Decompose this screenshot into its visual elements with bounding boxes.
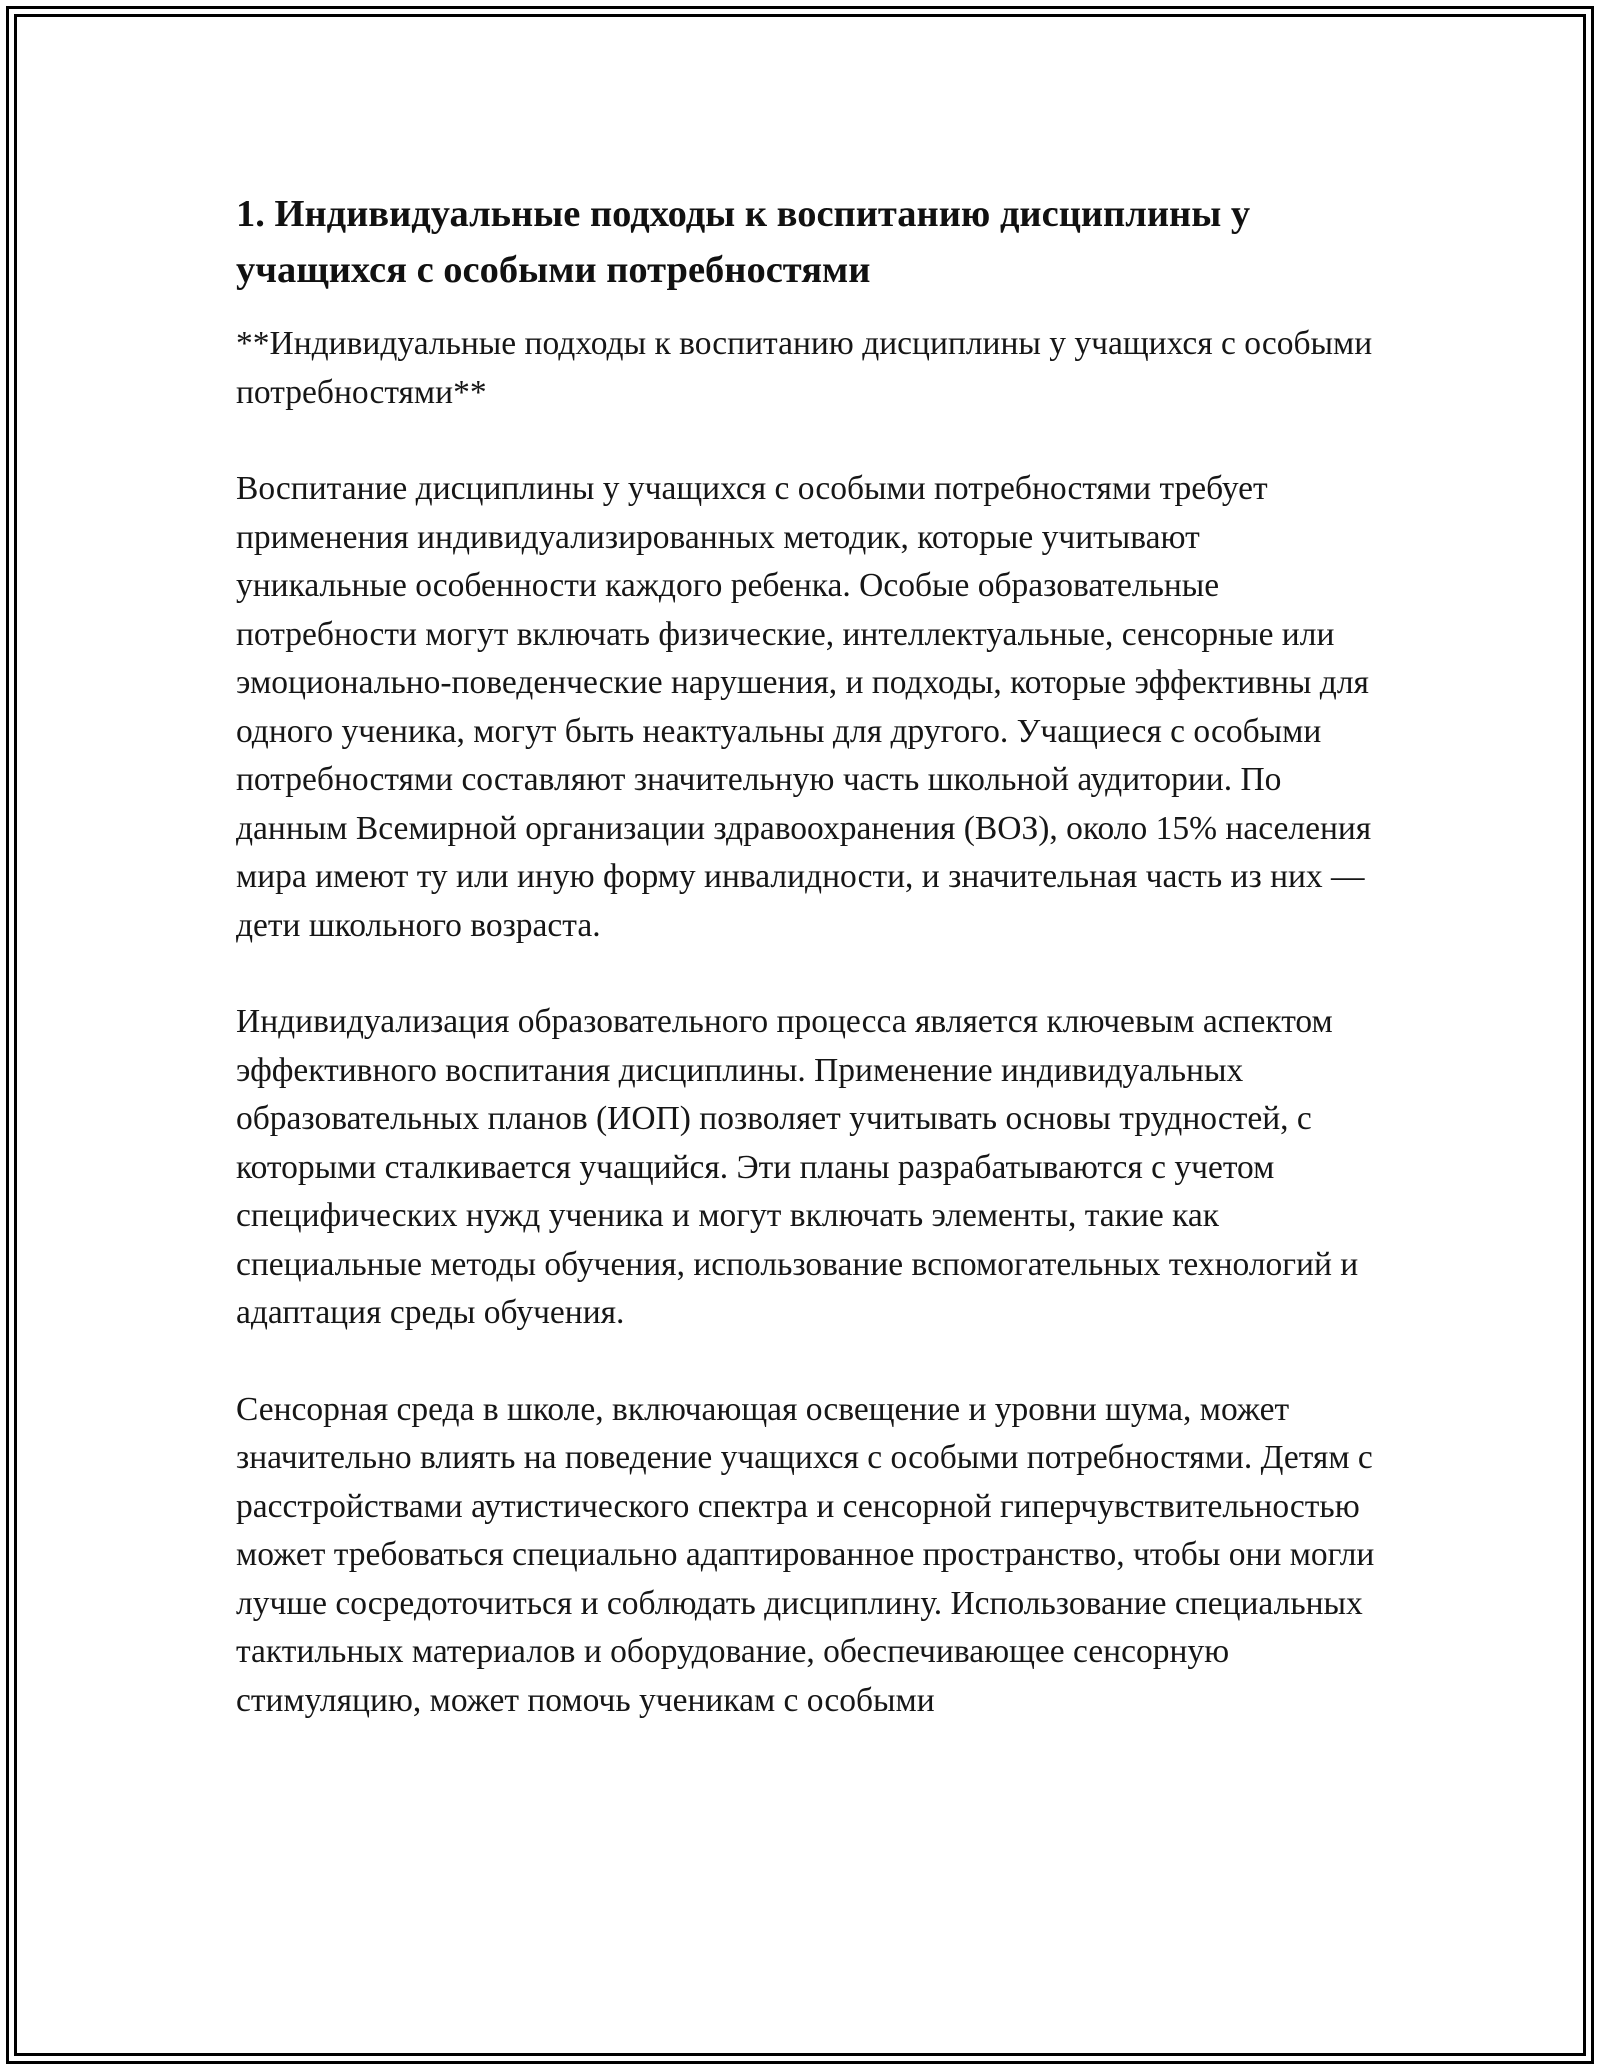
document-body: [236, 186, 1376, 1773]
bold-title-paragraph: **Индивидуальные подходы к воспитанию дисциплины у учащихся с особыми потребностями**: [236, 325, 1373, 411]
paragraph-sensory-environment: Сенсорная среда в школе, включающая освещение и уровни шума, может значительно влиять на поведение учащихся с особыми потребностями. Детям с расстройствами аутистического спектра и сенсорной гиперчувствительностью может требоваться специально адаптированное пространство, чтобы они могли лучше сосредоточиться и соблюдать дисциплину. Использование специальных тактильных материалов и оборудование, обеспечивающее сенсорную стимуляцию, может помочь ученикам с особыми: [236, 1390, 1375, 1719]
paragraph-intro: Воспитание дисциплины у учащихся с особыми потребностями требует применения индивидуализированных методик, которые учитывают уникальные особенности каждого ребенка. Особые образовательные потребности могут включать физические, интеллектуальные, сенсорные или эмоционально-поведенческие нарушения, и подходы, которые эффективны для одного ученика, могут быть неактуальны для другого. Учащиеся с особыми потребностями составляют значительную часть школьной аудитории. По данным Всемирной организации здравоохранения (ВОЗ), около 15% населения мира имеют ту или иную форму инвалидности, и значительная часть из них — дети школьного возраста.: [236, 470, 1372, 944]
paragraph-individualization: Индивидуализация образовательного процесса является ключевым аспектом эффективного воспитания дисциплины. Применение индивидуальных образовательных планов (ИОП) позволяет учитывать основы трудностей, с которыми сталкивается учащийся. Эти планы разрабатываются с учетом специфических нужд ученика и могут включать элементы, такие как специальные методы обучения, использование вспомогательных технологий и адаптация среды обучения.: [236, 1003, 1359, 1331]
section-heading: 1. Индивидуальные подходы к воспитанию дисциплины у учащихся с особыми потребностями: [236, 193, 1251, 291]
